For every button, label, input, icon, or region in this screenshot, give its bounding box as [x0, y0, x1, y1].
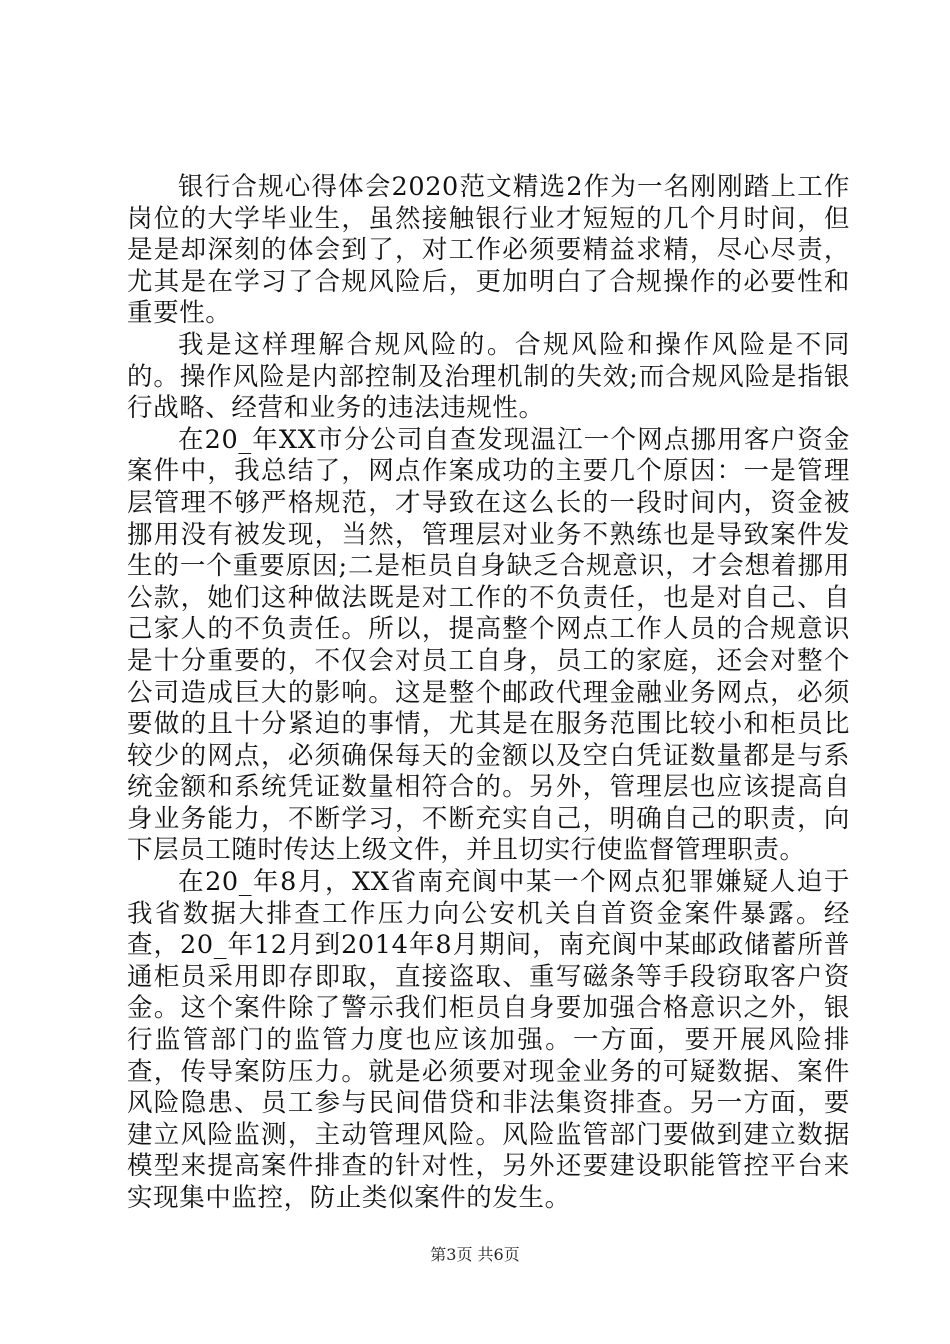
- paragraph-intro: 银行合规心得体会2020范文精选2作为一名刚刚踏上工作岗位的大学毕业生，虽然接触银行业才短短的几个月时间，但是是却深刻的体会到了，对工作必须要精益求精，尽心尽责，尤其是在学习了合规风险后，更加明白了合规操作的必要性和重要性。: [127, 172, 850, 329]
- page-number-label: 第3页 共6页: [430, 1245, 520, 1264]
- paragraph-wenjiang-case: 在20_年XX市分公司自查发现温江一个网点挪用客户资金案件中，我总结了，网点作案成功的主要几个原因：一是管理层管理不够严格规范，才导致在这么长的一段时间内，资金被挪用没有被发现，当然，管理层对业务不熟练也是导致案件发生的一个重要原因;二是柜员自身缺乏合规意识，才会想着挪用公款，她们这种做法既是对工作的不负责任，也是对自己、自己家人的不负责任。所以，提高整个网点工作人员的合规意识是十分重要的，不仅会对员工自身，员工的家庭，还会对整个公司造成巨大的影响。这是整个邮政代理金融业务网点，必须要做的且十分紧迫的事情，尤其是在服务范围比较小和柜员比较少的网点，必须确保每天的金额以及空白凭证数量都是与系统金额和系统凭证数量相符合的。另外，管理层也应该提高自身业务能力，不断学习，不断充实自己，明确自己的职责，向下层员工随时传达上级文件，并且切实行使监督管理职责。: [127, 424, 850, 866]
- paragraph-compliance-risk-definition: 我是这样理解合规风险的。合规风险和操作风险是不同的。操作风险是内部控制及治理机制的失效;而合规风险是指银行战略、经营和业务的违法违规性。: [127, 329, 850, 424]
- document-body: [127, 172, 850, 1215]
- page-number-footer: [0, 1245, 950, 1265]
- paragraph-langzhong-case: 在20_年8月，XX省南充阆中某一个网点犯罪嫌疑人迫于我省数据大排查工作压力向公安机关自首资金案件暴露。经查，20_年12月到2014年8月期间，南充阆中某邮政储蓄所普通柜员采用即存即取，直接盗取、重写磁条等手段窃取客户资金。这个案件除了警示我们柜员自身要加强合格意识之外，银行监管部门的监管力度也应该加强。一方面，要开展风险排查，传导案防压力。就是必须要对现金业务的可疑数据、案件风险隐患、员工参与民间借贷和非法集资排查。另一方面，要建立风险监测，主动管理风险。风险监管部门要做到建立数据模型来提高案件排查的针对性，另外还要建设职能管控平台来实现集中监控，防止类似案件的发生。: [127, 867, 850, 1213]
